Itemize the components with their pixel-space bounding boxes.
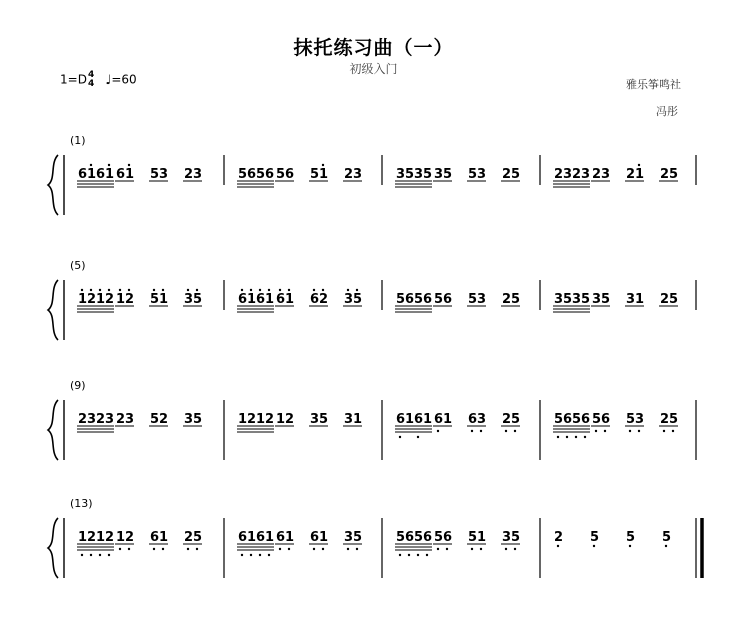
low-octave-dot [629, 430, 631, 432]
low-octave-dot [408, 554, 410, 556]
note-digit: 6 [434, 412, 444, 427]
note-digit: 6 [256, 292, 266, 307]
note-digit: 5 [443, 167, 453, 182]
note-digit: 1 [116, 292, 126, 307]
note-digit: 5 [353, 292, 363, 307]
system-brace [48, 400, 58, 460]
note-digit: 5 [256, 167, 266, 182]
note-digit: 5 [563, 292, 573, 307]
note-digit: 5 [193, 530, 203, 545]
note-digit: 2 [125, 530, 135, 545]
low-octave-dot [347, 548, 349, 550]
note-digit: 6 [150, 530, 160, 545]
low-octave-dot [187, 548, 189, 550]
note-digit: 1 [159, 530, 169, 545]
note-digit: 6 [405, 530, 415, 545]
note-digit: 2 [184, 167, 194, 182]
note-digit: 2 [265, 412, 275, 427]
note-digit: 3 [563, 167, 573, 182]
low-octave-dot [629, 545, 631, 547]
note-digit: 1 [78, 292, 88, 307]
note-digit: 5 [353, 530, 363, 545]
quarter-note-icon: ♩ [105, 72, 112, 88]
high-octave-dot [279, 289, 281, 291]
note-digit: 2 [319, 292, 329, 307]
note-digit: 5 [468, 530, 478, 545]
note-digit: 1 [105, 167, 115, 182]
high-octave-dot [322, 289, 324, 291]
note-digit: 6 [443, 292, 453, 307]
low-octave-dot [196, 548, 198, 550]
note-digit: 5 [150, 412, 160, 427]
low-octave-dot [288, 548, 290, 550]
low-octave-dot [638, 430, 640, 432]
note-digit: 3 [477, 292, 487, 307]
note-digit: 6 [238, 530, 248, 545]
note-digit: 5 [434, 530, 444, 545]
high-octave-dot [259, 289, 261, 291]
note-digit: 2 [572, 167, 582, 182]
note-digit: 5 [414, 292, 424, 307]
note-digit: 3 [626, 292, 636, 307]
low-octave-dot [557, 545, 559, 547]
low-octave-dot [268, 554, 270, 556]
note-digit: 1 [256, 412, 266, 427]
note-digit: 1 [116, 530, 126, 545]
low-octave-dot [128, 548, 130, 550]
note-digit: 3 [477, 412, 487, 427]
note-digit: 1 [96, 292, 106, 307]
high-octave-dot [268, 289, 270, 291]
low-octave-dot [81, 554, 83, 556]
note-digit: 5 [554, 412, 564, 427]
high-octave-dot [196, 289, 198, 291]
note-digit: 5 [669, 292, 679, 307]
note-digit: 5 [669, 167, 679, 182]
note-digit: 5 [572, 412, 582, 427]
note-digit: 5 [396, 530, 406, 545]
note-digit: 5 [511, 530, 521, 545]
note-digit: 6 [310, 530, 320, 545]
time-bottom: 4 [87, 79, 95, 89]
low-octave-dot [437, 548, 439, 550]
note-digit: 2 [87, 530, 97, 545]
low-octave-dot [90, 554, 92, 556]
low-octave-dot [417, 436, 419, 438]
note-digit: 6 [310, 292, 320, 307]
note-digit: 6 [423, 530, 433, 545]
high-octave-dot [638, 164, 640, 166]
note-digit: 5 [592, 412, 602, 427]
high-octave-dot [128, 289, 130, 291]
note-digit: 1 [477, 530, 487, 545]
low-octave-dot [153, 548, 155, 550]
note-digit: 6 [96, 167, 106, 182]
low-octave-dot [575, 436, 577, 438]
note-digit: 2 [502, 412, 512, 427]
note-digit: 2 [344, 167, 354, 182]
note-digit: 5 [511, 167, 521, 182]
note-digit: 6 [581, 412, 591, 427]
note-digit: 2 [87, 292, 97, 307]
note-digit: 6 [276, 530, 286, 545]
high-octave-dot [153, 289, 155, 291]
high-octave-dot [90, 289, 92, 291]
note-digit: 1 [276, 412, 286, 427]
note-digit: 3 [396, 167, 406, 182]
note-digit: 3 [353, 167, 363, 182]
high-octave-dot [250, 289, 252, 291]
score-subtitle: 初级入门 [349, 62, 398, 76]
note-digit: 6 [423, 292, 433, 307]
low-octave-dot [471, 430, 473, 432]
note-digit: 3 [344, 530, 354, 545]
note-digit: 5 [601, 292, 611, 307]
note-digit: 5 [581, 292, 591, 307]
low-octave-dot [480, 548, 482, 550]
note-digit: 1 [265, 292, 275, 307]
low-octave-dot [505, 548, 507, 550]
low-octave-dot [604, 430, 606, 432]
note-digit: 2 [184, 530, 194, 545]
note-digit: 1 [319, 530, 329, 545]
note-digit: 3 [581, 167, 591, 182]
note-digit: 2 [502, 167, 512, 182]
score-title: 抹托练习曲（一） [293, 37, 454, 59]
low-octave-dot [471, 548, 473, 550]
system-number: (9) [70, 379, 86, 392]
note-digit: 5 [662, 530, 672, 545]
low-octave-dot [437, 430, 439, 432]
note-digit: 1 [423, 412, 433, 427]
low-octave-dot [426, 554, 428, 556]
note-digit: 5 [468, 167, 478, 182]
low-octave-dot [480, 430, 482, 432]
note-digit: 3 [125, 412, 135, 427]
note-digit: 5 [590, 530, 600, 545]
note-digit: 3 [184, 412, 194, 427]
note-digit: 5 [626, 412, 636, 427]
note-digit: 1 [285, 530, 295, 545]
note-digit: 2 [660, 412, 670, 427]
note-digit: 3 [601, 167, 611, 182]
note-digit: 2 [159, 412, 169, 427]
note-digit: 6 [405, 292, 415, 307]
note-digit: 1 [635, 292, 645, 307]
low-octave-dot [356, 548, 358, 550]
note-digit: 1 [87, 167, 97, 182]
low-octave-dot [595, 430, 597, 432]
note-digit: 2 [660, 292, 670, 307]
note-digit: 3 [502, 530, 512, 545]
note-digit: 2 [554, 167, 564, 182]
low-octave-dot [259, 554, 261, 556]
high-octave-dot [162, 289, 164, 291]
note-digit: 5 [150, 167, 160, 182]
note-digit: 2 [116, 412, 126, 427]
note-digit: 2 [592, 167, 602, 182]
high-octave-dot [322, 164, 324, 166]
low-octave-dot [313, 548, 315, 550]
high-octave-dot [288, 289, 290, 291]
note-digit: 5 [405, 167, 415, 182]
note-digit: 6 [256, 530, 266, 545]
note-digit: 5 [511, 292, 521, 307]
note-digit: 5 [150, 292, 160, 307]
time-top: 4 [87, 70, 95, 80]
high-octave-dot [108, 289, 110, 291]
note-digit: 6 [414, 412, 424, 427]
high-octave-dot [90, 164, 92, 166]
low-octave-dot [514, 430, 516, 432]
tempo-value: =60 [111, 72, 137, 87]
low-octave-dot [672, 430, 674, 432]
note-digit: 5 [310, 167, 320, 182]
note-digit: 2 [626, 167, 636, 182]
high-octave-dot [347, 289, 349, 291]
high-octave-dot [128, 164, 130, 166]
note-digit: 1 [238, 412, 248, 427]
low-octave-dot [108, 554, 110, 556]
note-digit: 3 [193, 167, 203, 182]
note-digit: 5 [193, 412, 203, 427]
note-digit: 3 [635, 412, 645, 427]
note-digit: 1 [125, 167, 135, 182]
high-octave-dot [241, 289, 243, 291]
note-digit: 6 [276, 292, 286, 307]
note-digit: 3 [554, 292, 564, 307]
note-digit: 6 [265, 167, 275, 182]
note-digit: 2 [285, 412, 295, 427]
low-octave-dot [279, 548, 281, 550]
low-octave-dot [557, 436, 559, 438]
note-digit: 2 [554, 530, 564, 545]
note-digit: 6 [443, 530, 453, 545]
note-digit: 2 [78, 412, 88, 427]
note-digit: 6 [116, 167, 126, 182]
key-label: 1=D [60, 72, 87, 87]
note-digit: 1 [265, 530, 275, 545]
low-octave-dot [162, 548, 164, 550]
high-octave-dot [81, 289, 83, 291]
note-digit: 6 [247, 167, 257, 182]
low-octave-dot [505, 430, 507, 432]
high-octave-dot [313, 289, 315, 291]
note-digit: 5 [276, 167, 286, 182]
note-digit: 3 [310, 412, 320, 427]
note-digit: 2 [125, 292, 135, 307]
note-digit: 2 [502, 292, 512, 307]
low-octave-dot [566, 436, 568, 438]
note-digit: 2 [247, 412, 257, 427]
note-digit: 1 [443, 412, 453, 427]
note-digit: 5 [669, 412, 679, 427]
note-digit: 1 [319, 167, 329, 182]
high-octave-dot [108, 164, 110, 166]
low-octave-dot [250, 554, 252, 556]
low-octave-dot [399, 436, 401, 438]
note-digit: 5 [396, 292, 406, 307]
note-digit: 6 [238, 292, 248, 307]
note-digit: 1 [96, 530, 106, 545]
low-octave-dot [593, 545, 595, 547]
note-digit: 3 [184, 292, 194, 307]
note-digit: 5 [193, 292, 203, 307]
note-digit: 2 [105, 292, 115, 307]
note-digit: 5 [511, 412, 521, 427]
note-digit: 1 [159, 292, 169, 307]
low-octave-dot [322, 548, 324, 550]
low-octave-dot [514, 548, 516, 550]
note-digit: 3 [159, 167, 169, 182]
system-number: (13) [70, 497, 93, 510]
note-digit: 6 [468, 412, 478, 427]
note-digit: 2 [660, 167, 670, 182]
note-digit: 5 [626, 530, 636, 545]
note-digit: 3 [592, 292, 602, 307]
high-octave-dot [356, 289, 358, 291]
note-digit: 5 [319, 412, 329, 427]
low-octave-dot [417, 554, 419, 556]
low-octave-dot [665, 545, 667, 547]
high-octave-dot [99, 289, 101, 291]
high-octave-dot [187, 289, 189, 291]
note-digit: 6 [396, 412, 406, 427]
note-digit: 1 [353, 412, 363, 427]
low-octave-dot [241, 554, 243, 556]
low-octave-dot [446, 548, 448, 550]
note-digit: 2 [96, 412, 106, 427]
system-number: (5) [70, 259, 86, 272]
low-octave-dot [399, 554, 401, 556]
note-digit: 5 [423, 167, 433, 182]
publisher: 雅乐筝鸣社 [626, 78, 681, 91]
note-digit: 3 [572, 292, 582, 307]
system-brace [48, 155, 58, 215]
note-digit: 5 [434, 292, 444, 307]
system-brace [48, 518, 58, 578]
note-digit: 3 [344, 292, 354, 307]
system-number: (1) [70, 134, 86, 147]
note-digit: 3 [344, 412, 354, 427]
system-brace [48, 280, 58, 340]
note-digit: 3 [477, 167, 487, 182]
low-octave-dot [584, 436, 586, 438]
note-digit: 1 [247, 292, 257, 307]
note-digit: 5 [414, 530, 424, 545]
note-digit: 1 [247, 530, 257, 545]
low-octave-dot [663, 430, 665, 432]
note-digit: 3 [434, 167, 444, 182]
low-octave-dot [119, 548, 121, 550]
note-digit: 5 [468, 292, 478, 307]
note-digit: 1 [635, 167, 645, 182]
note-digit: 6 [601, 412, 611, 427]
note-digit: 3 [414, 167, 424, 182]
low-octave-dot [99, 554, 101, 556]
high-octave-dot [119, 289, 121, 291]
note-digit: 3 [87, 412, 97, 427]
note-digit: 6 [78, 167, 88, 182]
note-digit: 5 [238, 167, 248, 182]
note-digit: 6 [563, 412, 573, 427]
arranger: 冯彤 [656, 105, 678, 118]
note-digit: 6 [285, 167, 295, 182]
note-digit: 3 [105, 412, 115, 427]
note-digit: 1 [405, 412, 415, 427]
note-digit: 2 [105, 530, 115, 545]
note-digit: 1 [78, 530, 88, 545]
note-digit: 1 [285, 292, 295, 307]
